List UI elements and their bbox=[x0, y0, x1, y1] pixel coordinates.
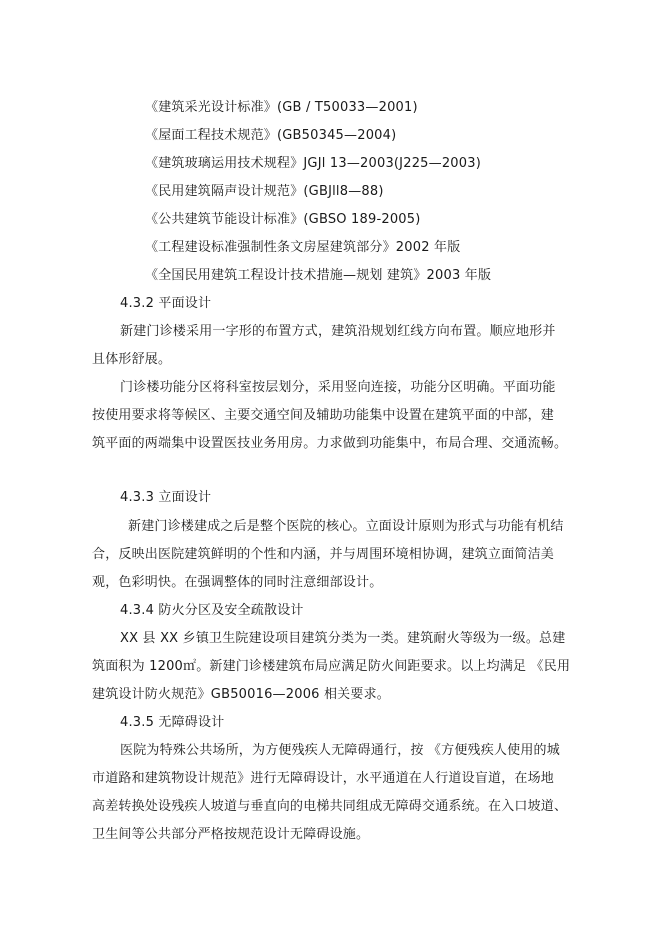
reference-item: 《公共建筑节能设计标准》(GBSO 189-2005) bbox=[145, 212, 421, 227]
paragraph-line: 新建门诊楼建成之后是整个医院的核心。立面设计原则为形式与功能有机结 bbox=[128, 519, 564, 534]
paragraph-line: 高差转换处设残疾人坡道与垂直向的电梯共同组成无障碍交通系统。在入口坡道、 bbox=[92, 799, 568, 814]
paragraph-line: 筑平面的两端集中设置医技业务用房。力求做到功能集中，布局合理、交通流畅。 bbox=[92, 436, 568, 451]
paragraph-line: 市道路和建筑物设计规范》进行无障碍设计，水平通道在人行道设盲道，在场地 bbox=[92, 771, 555, 786]
paragraph-line: 按使用要求将等候区、主要交通空间及辅助功能集中设置在建筑平面的中部，建 bbox=[92, 408, 555, 423]
reference-item: 《工程建设标准强制性条文房屋建筑部分》2002 年版 bbox=[145, 240, 461, 255]
paragraph-line: 卫生间等公共部分严格按规范设计无障碍设施。 bbox=[92, 827, 370, 842]
section-heading-4-3-2: 4.3.2 平面设计 bbox=[120, 296, 212, 311]
section-heading-4-3-5: 4.3.5 无障碍设计 bbox=[120, 715, 225, 730]
paragraph-line: 门诊楼功能分区将科室按层划分，采用竖向连接，功能分区明确。平面功能 bbox=[120, 380, 556, 395]
paragraph-line: 新建门诊楼采用一字形的布置方式，建筑沿规划红线方向布置。顺应地形并 bbox=[120, 324, 556, 339]
reference-item: 《建筑采光设计标准》(GB / T50033—2001) bbox=[145, 100, 418, 115]
paragraph-line: 建筑设计防火规范》GB50016—2006 相关要求。 bbox=[92, 687, 390, 702]
section-heading-4-3-3: 4.3.3 立面设计 bbox=[120, 490, 212, 505]
paragraph-line: 观，色彩明快。在强调整体的同时注意细部设计。 bbox=[92, 575, 383, 590]
reference-item: 《屋面工程技术规范》(GB50345—2004) bbox=[145, 128, 397, 143]
paragraph-line: 合，反映出医院建筑鲜明的个性和内涵，并与周围环境相协调，建筑立面简洁美 bbox=[92, 547, 555, 562]
paragraph-line: XX 县 XX 乡镇卫生院建设项目建筑分类为一类。建筑耐火等级为一级。总建 bbox=[120, 631, 566, 646]
reference-item: 《全国民用建筑工程设计技术措施—规划 建筑》2003 年版 bbox=[145, 268, 492, 283]
paragraph-line: 且体形舒展。 bbox=[92, 352, 172, 367]
reference-item: 《建筑玻璃运用技术规程》JGJl 13—2003(J225—2003) bbox=[145, 156, 481, 171]
section-heading-4-3-4: 4.3.4 防火分区及安全疏散设计 bbox=[120, 603, 304, 618]
paragraph-line: 筑面积为 1200㎡。新建门诊楼建筑布局应满足防火间距要求。以上均满足 《民用 bbox=[92, 659, 571, 674]
paragraph-line: 医院为特殊公共场所，为方便残疾人无障碍通行，按 《方便残疾人使用的城 bbox=[120, 743, 560, 758]
reference-item: 《民用建筑隔声设计规范》(GBJll8—88) bbox=[145, 184, 384, 199]
